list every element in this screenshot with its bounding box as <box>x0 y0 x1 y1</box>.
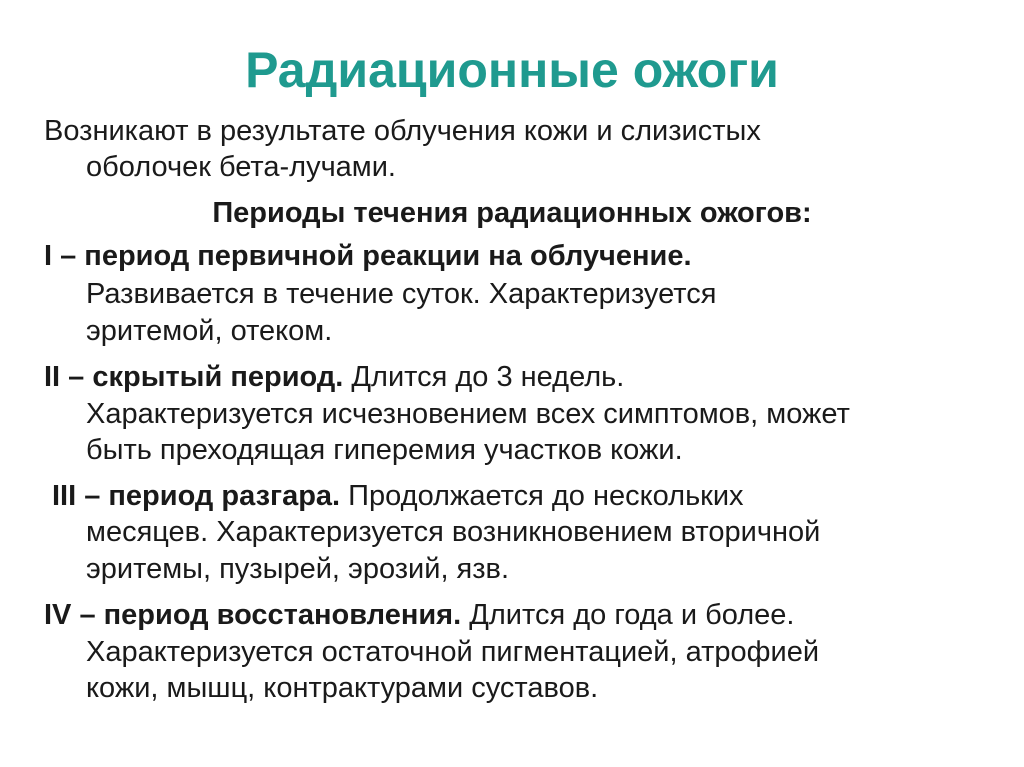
period-4-bold: IV – период восстановления. <box>44 599 462 631</box>
period-4-rest: Длится до года и более. <box>461 599 795 631</box>
period-1-bold: I – период первичной реакции на облучение. <box>44 240 692 272</box>
intro-line-2: оболочек бета-лучами. <box>86 151 396 183</box>
period-1-heading <box>44 238 692 274</box>
period-3-bold: III – период разгара. <box>52 480 341 512</box>
intro-line-1: Возникают в результате облучения кожи и слизистых <box>44 115 761 147</box>
period-4-line-2: Характеризуется остаточной пигментацией, атрофией <box>86 636 820 668</box>
period-3-rest: Продолжается до нескольких <box>340 480 744 512</box>
period-2-rest: Длится до 3 недель. <box>343 361 625 393</box>
period-2-line-3: быть преходящая гиперемия участков кожи. <box>86 434 683 466</box>
period-2-line-2: Характеризуется исчезновением всех симптомов, может <box>86 398 850 430</box>
period-1-line-2: Развивается в течение суток. Характеризуется <box>86 278 717 310</box>
slide-title: Радиационные ожоги <box>245 42 779 98</box>
period-1-line-3: эритемой, отеком. <box>86 315 333 347</box>
period-3-line-2: месяцев. Характеризуется возникновением вторичной <box>86 516 821 548</box>
period-4-heading <box>44 597 794 633</box>
period-4-line-3: кожи, мышц, контрактурами суставов. <box>86 672 599 704</box>
period-3-heading <box>52 478 744 514</box>
period-3-line-3: эритемы, пузырей, эрозий, язв. <box>86 553 510 585</box>
period-2-bold: II – скрытый период. <box>44 361 344 393</box>
period-2-heading <box>44 359 624 395</box>
periods-subheading: Периоды течения радиационных ожогов: <box>212 197 812 229</box>
